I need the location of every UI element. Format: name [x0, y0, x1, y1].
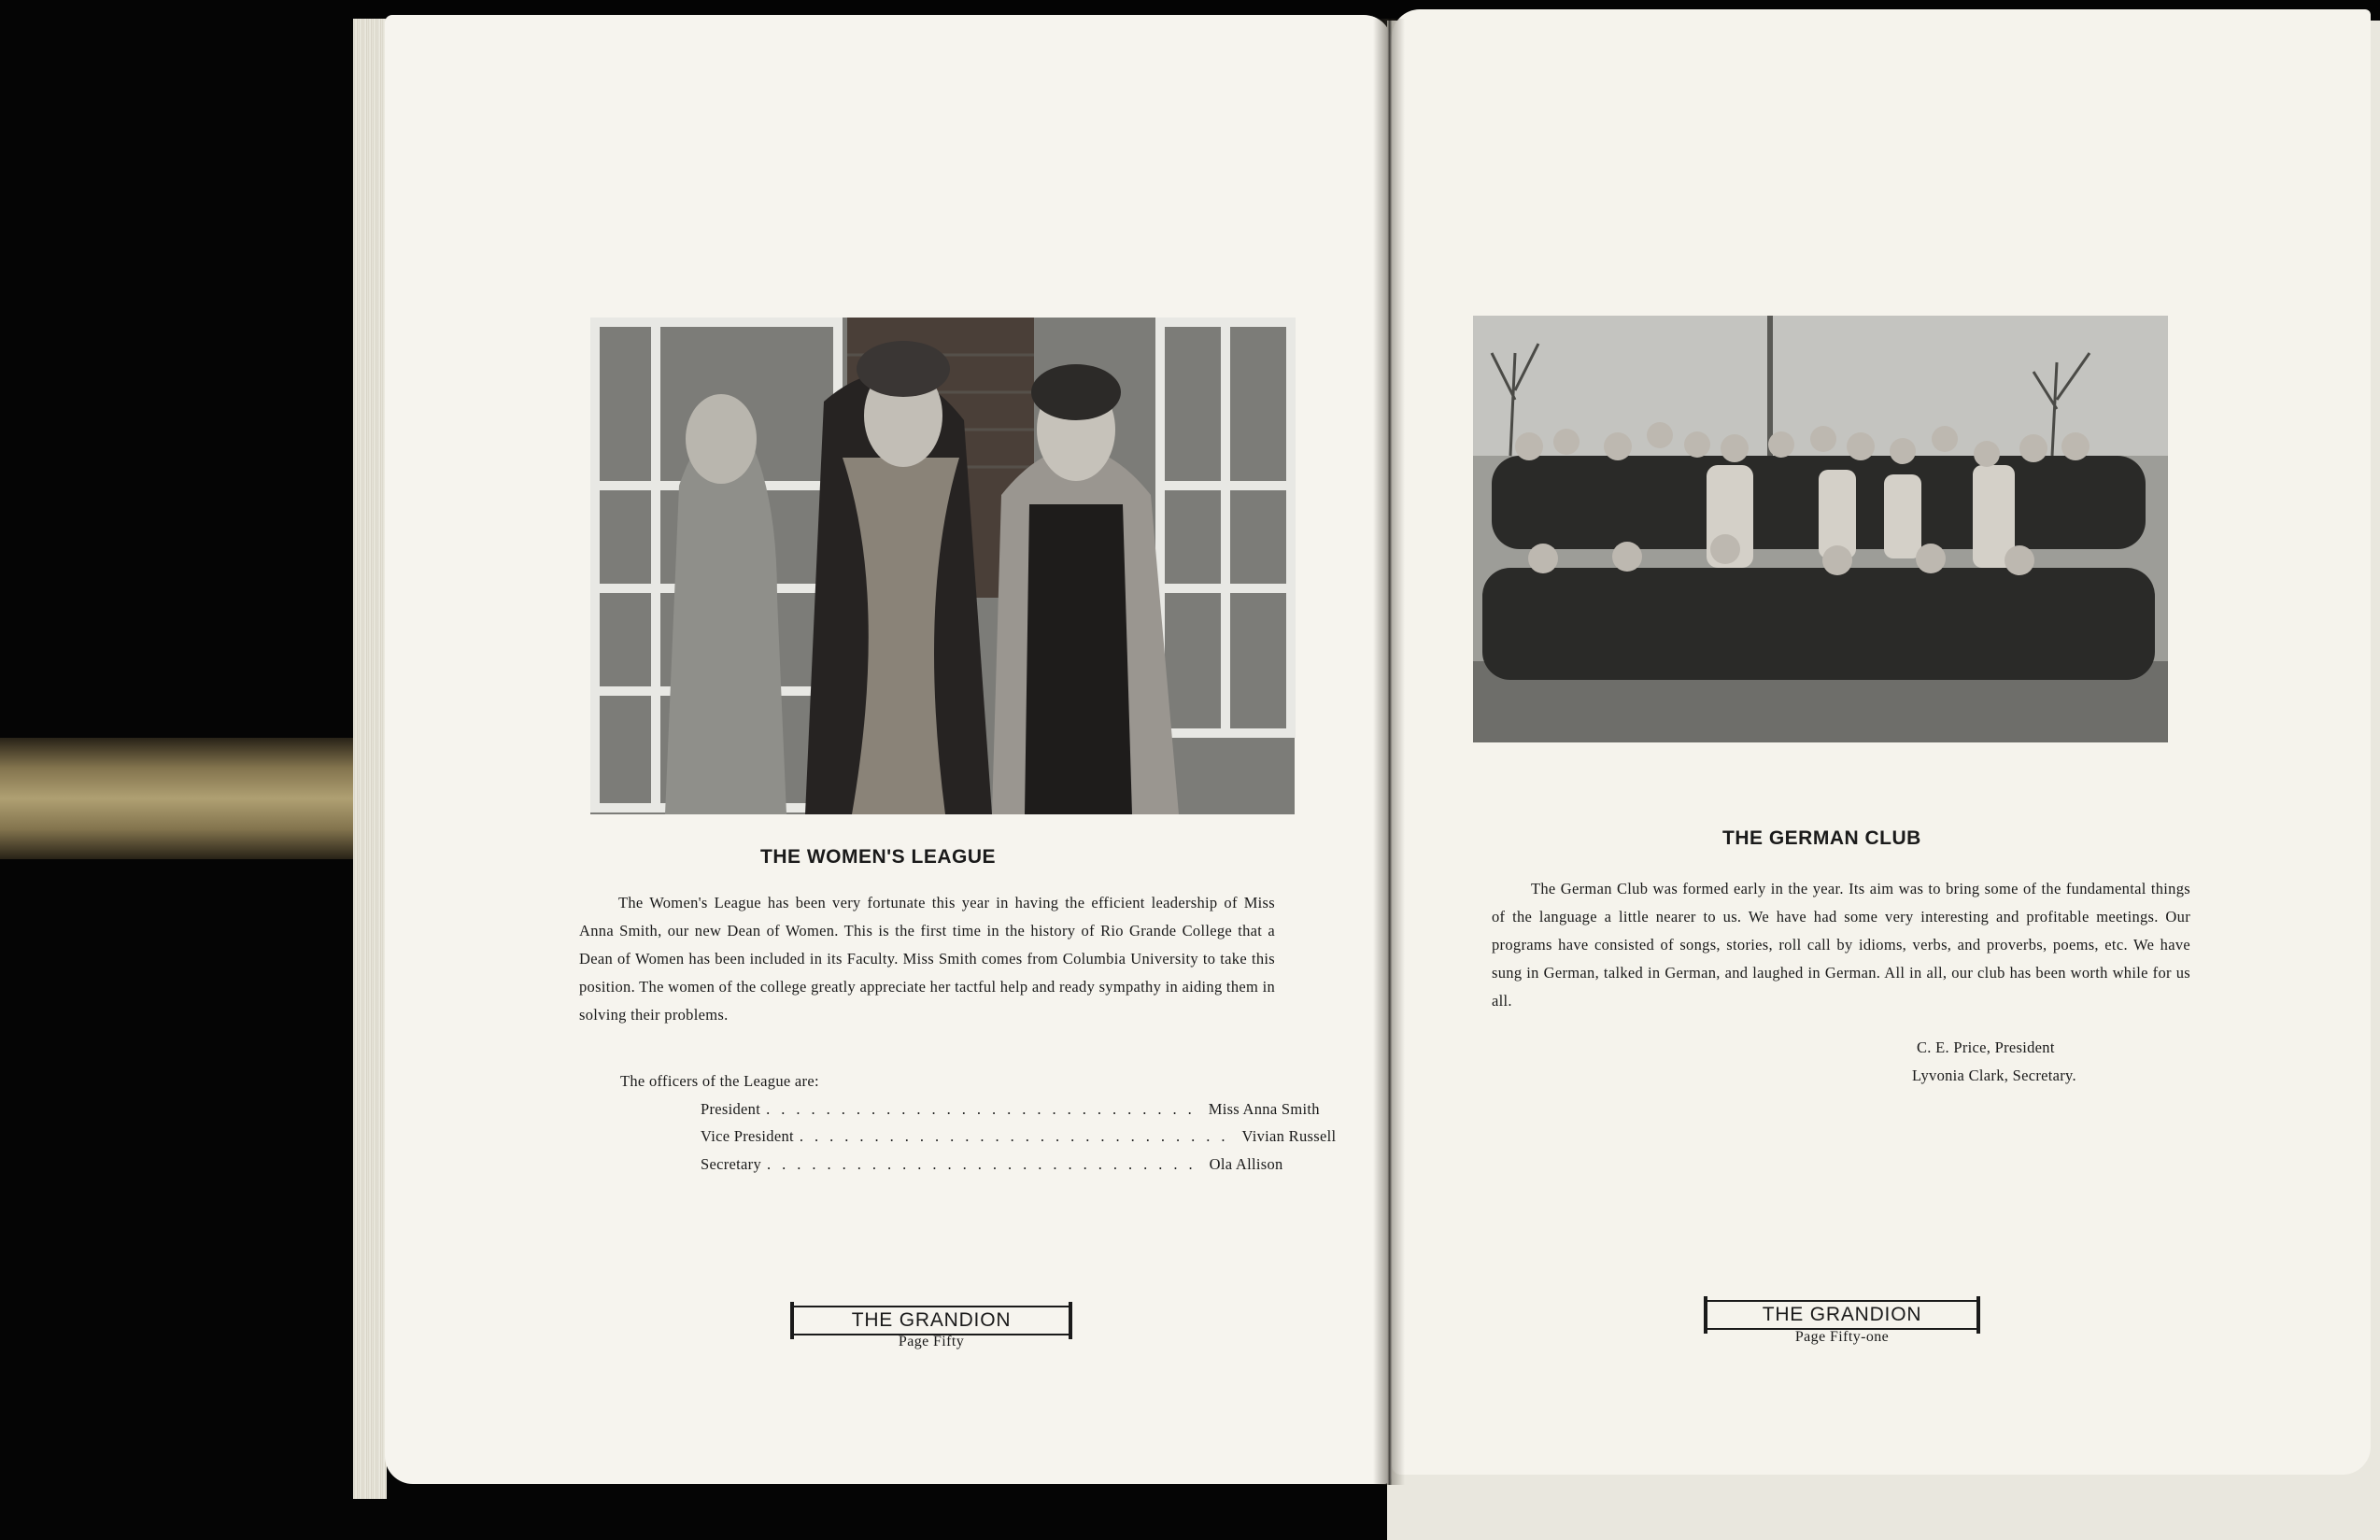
page-title: THE WOMEN'S LEAGUE	[760, 846, 996, 868]
german-club-photo-image	[1473, 316, 2168, 742]
german-club-photo	[1473, 316, 2168, 742]
officer-role: Vice President	[701, 1127, 794, 1145]
page-number: Page Fifty-one	[1794, 1329, 1890, 1345]
officer-name: Miss Anna Smith	[1208, 1100, 1320, 1118]
officer-name: Ola Allison	[1209, 1155, 1283, 1173]
officer-name: Vivian Russell	[1241, 1127, 1337, 1145]
officer-row	[701, 1100, 1320, 1119]
page-number: Page Fifty	[898, 1334, 965, 1349]
signature-secretary: Lyvonia Clark, Secretary.	[1912, 1067, 2076, 1084]
binding-strip	[0, 738, 353, 859]
officer-role: Secretary	[701, 1155, 761, 1173]
leader-dots: .............................	[767, 1155, 1204, 1173]
officer-row	[701, 1127, 1337, 1146]
officer-row	[701, 1155, 1283, 1174]
page-title: THE GERMAN CLUB	[1722, 827, 1921, 849]
body-paragraph: The Women's League has been very fortunate this year in having the efficient leadership of Miss Anna Smith, our new Dean of Women. This is the first time in the history of Rio Grande College that a Dean of Women has been included in its Faculty. Miss Smith comes from Columbia University to take this position. The women of the college greatly appreciate her tactful help and ready sympathy in aiding them in solving their problems.	[579, 894, 1275, 1024]
footer-masthead: THE GRANDION	[1706, 1300, 1978, 1330]
officers-intro: The officers of the League are:	[620, 1072, 819, 1090]
leader-dots: .............................	[766, 1100, 1203, 1118]
leader-dots: .............................	[799, 1127, 1237, 1145]
womens-league-photo-image	[590, 318, 1295, 814]
footer-masthead: THE GRANDION	[792, 1306, 1070, 1335]
signature-president: C. E. Price, President	[1917, 1038, 2055, 1056]
womens-league-photo	[590, 318, 1295, 814]
body-paragraph: The German Club was formed early in the year. Its aim was to bring some of the fundamental things of the language a little nearer to us. We have had some very interesting and profitable meetings. Our programs have consisted of songs, stories, roll call by idioms, verbs, and proverbs, poems, etc. We have sung in German, talked in German, and laughed in German. All in all, our club has been worth while for us all.	[1492, 880, 2190, 1010]
page-edges	[353, 19, 387, 1499]
book-gutter	[1373, 19, 1405, 1485]
officer-role: President	[701, 1100, 761, 1118]
